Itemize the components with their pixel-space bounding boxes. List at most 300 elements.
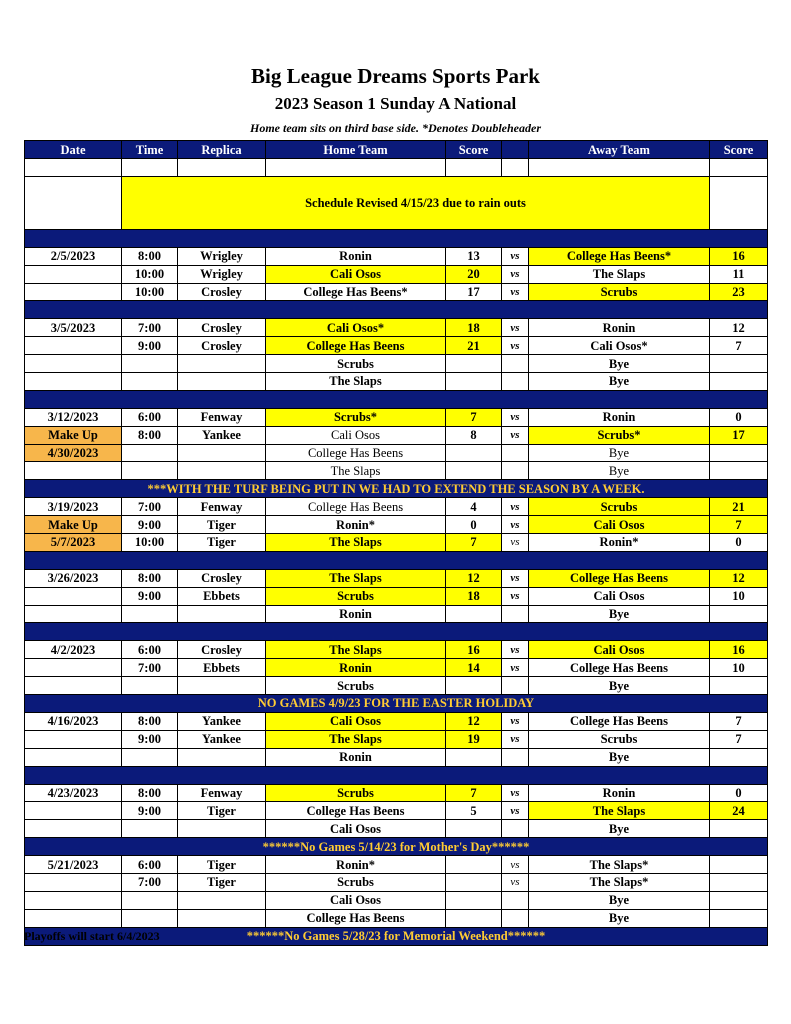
replica-cell [178,462,266,480]
vs-cell [502,748,529,766]
date-cell [25,909,122,927]
away-team-cell: The Slaps [529,802,710,820]
away-team-cell: Bye [529,909,710,927]
table-row [25,659,768,677]
table-row [25,373,768,391]
home-team-cell: Ronin [266,659,446,677]
time-cell [122,677,178,695]
revision-notice: Schedule Revised 4/15/23 due to rain outs [122,176,710,229]
table-row [25,891,768,909]
home-team-cell: Scrubs [266,677,446,695]
time-cell [122,909,178,927]
away-score-cell [710,373,768,391]
away-score-cell: 10 [710,659,768,677]
time-cell: 8:00 [122,426,178,444]
time-cell [122,820,178,838]
away-score-cell: 21 [710,498,768,516]
time-cell [122,891,178,909]
date-cell: 3/19/2023 [25,498,122,516]
time-cell: 8:00 [122,247,178,265]
away-score-cell: 24 [710,802,768,820]
home-score-cell [446,909,502,927]
page-note: Home team sits on third base side. *Denotes Doubleheader [250,121,541,135]
table-row [25,873,768,891]
vs-cell [502,373,529,391]
col-header-away-score: Score [710,141,768,159]
away-score-cell: 12 [710,569,768,587]
empty-cell [266,159,446,177]
vs-cell [502,820,529,838]
vs-cell [502,605,529,623]
notice-banner-row [25,480,768,498]
table-row [25,283,768,301]
home-team-cell: Ronin [266,247,446,265]
replica-cell: Tiger [178,856,266,874]
away-team-cell: Bye [529,891,710,909]
table-row [25,247,768,265]
table-row [25,462,768,480]
date-cell [25,730,122,748]
replica-cell: Tiger [178,802,266,820]
date-cell [25,820,122,838]
home-score-cell: 14 [446,659,502,677]
away-score-cell: 0 [710,408,768,426]
schedule-body [25,159,768,946]
replica-cell: Crosley [178,641,266,659]
date-cell [25,677,122,695]
table-row [25,605,768,623]
away-score-cell: 7 [710,516,768,534]
date-cell [25,873,122,891]
away-score-cell: 16 [710,641,768,659]
date-cell: 3/12/2023 [25,408,122,426]
replica-cell: Crosley [178,569,266,587]
replica-cell: Crosley [178,319,266,337]
notice-banner: ******No Games 5/14/23 for Mother's Day****** [25,838,768,856]
table-row [25,748,768,766]
away-team-cell: College Has Beens [529,569,710,587]
date-cell: Make Up [25,426,122,444]
home-score-cell: 8 [446,426,502,444]
separator-cell [25,229,768,247]
time-cell: 9:00 [122,337,178,355]
table-row [25,337,768,355]
home-team-cell: College Has Beens [266,802,446,820]
date-cell: 5/7/2023 [25,534,122,552]
away-score-cell: 0 [710,784,768,802]
home-score-cell [446,820,502,838]
home-team-cell: College Has Beens [266,444,446,462]
vs-cell: vs [502,265,529,283]
home-team-cell: Scrubs [266,587,446,605]
date-cell: 3/26/2023 [25,569,122,587]
away-team-cell: Bye [529,444,710,462]
home-score-cell [446,444,502,462]
home-score-cell: 12 [446,712,502,730]
away-score-cell [710,355,768,373]
date-cell [25,355,122,373]
home-score-cell: 13 [446,247,502,265]
home-score-cell: 7 [446,408,502,426]
empty-cell [122,159,178,177]
home-score-cell [446,355,502,373]
col-header-date: Date [25,141,122,159]
vs-cell [502,444,529,462]
home-team-cell: Ronin [266,748,446,766]
vs-cell: vs [502,337,529,355]
away-score-cell [710,856,768,874]
home-team-cell: Ronin* [266,856,446,874]
home-score-cell [446,748,502,766]
home-score-cell [446,605,502,623]
away-score-cell: 16 [710,247,768,265]
replica-cell [178,748,266,766]
home-team-cell: Cali Osos [266,712,446,730]
vs-cell: vs [502,569,529,587]
away-team-cell: Cali Osos [529,641,710,659]
time-cell: 9:00 [122,802,178,820]
separator-cell [25,766,768,784]
home-score-cell: 7 [446,534,502,552]
away-score-cell: 17 [710,426,768,444]
table-row [25,426,768,444]
vs-cell: vs [502,587,529,605]
table-row [25,265,768,283]
empty-cell [178,159,266,177]
col-header-vs [502,141,529,159]
vs-cell: vs [502,247,529,265]
away-team-cell: Scrubs* [529,426,710,444]
home-score-cell [446,373,502,391]
home-team-cell: Scrubs* [266,408,446,426]
notice-banner-row [25,695,768,713]
away-team-cell: Ronin [529,408,710,426]
separator-band [25,551,768,569]
away-score-cell [710,444,768,462]
time-cell: 6:00 [122,641,178,659]
date-cell: 5/21/2023 [25,856,122,874]
time-cell: 8:00 [122,784,178,802]
home-team-cell: College Has Beens [266,909,446,927]
replica-cell: Yankee [178,426,266,444]
home-team-cell: The Slaps [266,462,446,480]
vs-cell: vs [502,498,529,516]
home-score-cell: 21 [446,337,502,355]
home-score-cell: 5 [446,802,502,820]
away-team-cell: The Slaps* [529,873,710,891]
notice-banner-row [25,838,768,856]
replica-cell: Crosley [178,283,266,301]
home-team-cell: The Slaps [266,730,446,748]
home-team-cell: Scrubs [266,784,446,802]
away-team-cell: College Has Beens [529,712,710,730]
replica-cell: Tiger [178,534,266,552]
vs-cell: vs [502,712,529,730]
away-score-cell [710,909,768,927]
home-team-cell: The Slaps [266,569,446,587]
vs-cell [502,677,529,695]
home-team-cell: Cali Osos* [266,319,446,337]
replica-cell [178,909,266,927]
away-team-cell: Scrubs [529,283,710,301]
replica-cell: Fenway [178,408,266,426]
away-score-cell [710,605,768,623]
table-row [25,534,768,552]
table-row [25,802,768,820]
schedule-table [24,140,768,946]
empty-cell [710,176,768,229]
time-cell [122,355,178,373]
time-cell: 7:00 [122,659,178,677]
replica-cell [178,605,266,623]
replica-cell [178,891,266,909]
home-team-cell: Ronin [266,605,446,623]
vs-cell: vs [502,873,529,891]
table-row [25,319,768,337]
vs-cell [502,909,529,927]
vs-cell [502,462,529,480]
time-cell [122,373,178,391]
vs-cell: vs [502,641,529,659]
away-score-cell: 23 [710,283,768,301]
home-team-cell: Scrubs [266,873,446,891]
home-team-cell: The Slaps [266,641,446,659]
vs-cell: vs [502,802,529,820]
date-cell [25,748,122,766]
away-team-cell: Cali Osos [529,587,710,605]
home-score-cell [446,856,502,874]
away-team-cell: Bye [529,748,710,766]
time-cell: 6:00 [122,408,178,426]
table-row [25,730,768,748]
home-team-cell: Scrubs [266,355,446,373]
replica-cell: Tiger [178,516,266,534]
empty-cell [710,159,768,177]
empty-cell [25,176,122,229]
vs-cell: vs [502,319,529,337]
date-cell [25,283,122,301]
vs-cell [502,355,529,373]
away-score-cell [710,677,768,695]
table-row [25,677,768,695]
home-score-cell: 0 [446,516,502,534]
home-score-cell [446,891,502,909]
date-cell [25,462,122,480]
away-score-cell: 7 [710,337,768,355]
home-team-cell: Ronin* [266,516,446,534]
replica-cell: Crosley [178,337,266,355]
replica-cell [178,444,266,462]
away-score-cell: 7 [710,712,768,730]
replica-cell: Yankee [178,712,266,730]
date-cell: 2/5/2023 [25,247,122,265]
table-row [25,569,768,587]
home-score-cell: 18 [446,319,502,337]
time-cell: 9:00 [122,587,178,605]
home-score-cell: 4 [446,498,502,516]
away-team-cell: The Slaps [529,265,710,283]
replica-cell: Wrigley [178,265,266,283]
table-row [25,784,768,802]
date-cell: 4/16/2023 [25,712,122,730]
date-cell [25,659,122,677]
notice-banner: NO GAMES 4/9/23 FOR THE EASTER HOLIDAY [25,695,768,713]
home-team-cell: College Has Beens [266,498,446,516]
away-team-cell: Ronin [529,784,710,802]
home-team-cell: The Slaps [266,534,446,552]
date-cell [25,605,122,623]
table-row [25,587,768,605]
home-team-cell: College Has Beens* [266,283,446,301]
home-score-cell: 16 [446,641,502,659]
time-cell: 7:00 [122,873,178,891]
home-team-cell: Cali Osos [266,426,446,444]
vs-cell: vs [502,426,529,444]
away-team-cell: Ronin* [529,534,710,552]
table-row [25,355,768,373]
separator-band [25,766,768,784]
table-row [25,641,768,659]
replica-cell: Ebbets [178,587,266,605]
page-subtitle: 2023 Season 1 Sunday A National [274,94,517,113]
replica-cell [178,355,266,373]
home-score-cell: 7 [446,784,502,802]
page-title: Big League Dreams Sports Park [251,64,540,88]
time-cell: 8:00 [122,569,178,587]
empty-cell [446,159,502,177]
time-cell: 9:00 [122,516,178,534]
footer-note: Playoffs will start 6/4/2023 [24,929,160,943]
away-score-cell: 11 [710,265,768,283]
table-row [25,909,768,927]
empty-cell [25,159,122,177]
separator-band [25,623,768,641]
home-team-cell: Cali Osos [266,891,446,909]
time-cell [122,444,178,462]
separator-cell [25,623,768,641]
vs-cell: vs [502,516,529,534]
vs-cell: vs [502,856,529,874]
time-cell: 10:00 [122,283,178,301]
vs-cell: vs [502,659,529,677]
col-header-replica: Replica [178,141,266,159]
col-header-time: Time [122,141,178,159]
away-team-cell: The Slaps* [529,856,710,874]
replica-cell: Fenway [178,498,266,516]
home-score-cell: 17 [446,283,502,301]
vs-cell: vs [502,534,529,552]
away-score-cell: 0 [710,534,768,552]
separator-cell [25,301,768,319]
away-score-cell: 10 [710,587,768,605]
away-team-cell: Bye [529,820,710,838]
col-header-away-team: Away Team [529,141,710,159]
date-cell: 3/5/2023 [25,319,122,337]
date-cell [25,587,122,605]
separator-cell [25,390,768,408]
table-row [25,408,768,426]
col-header-home-team: Home Team [266,141,446,159]
replica-cell [178,820,266,838]
vs-cell: vs [502,283,529,301]
away-team-cell: Ronin [529,319,710,337]
date-cell: 4/23/2023 [25,784,122,802]
vs-cell: vs [502,784,529,802]
home-score-cell: 19 [446,730,502,748]
time-cell: 9:00 [122,730,178,748]
notice-banner: ******No Games 5/28/23 for Memorial Weekend****** [25,927,768,945]
date-cell: 4/2/2023 [25,641,122,659]
date-cell: Make Up [25,516,122,534]
table-row [25,444,768,462]
table-header-row [25,141,768,159]
away-team-cell: College Has Beens [529,659,710,677]
separator-band [25,390,768,408]
home-score-cell: 12 [446,569,502,587]
date-cell [25,802,122,820]
time-cell [122,605,178,623]
col-header-home-score: Score [446,141,502,159]
table-row [25,516,768,534]
separator-band [25,229,768,247]
home-team-cell: College Has Beens [266,337,446,355]
home-score-cell [446,873,502,891]
away-team-cell: Bye [529,462,710,480]
vs-cell [502,891,529,909]
home-team-cell: Cali Osos [266,820,446,838]
table-row [25,820,768,838]
away-score-cell: 7 [710,730,768,748]
table-row [25,712,768,730]
time-cell: 10:00 [122,265,178,283]
replica-cell: Fenway [178,784,266,802]
blank-row [25,159,768,177]
away-score-cell [710,748,768,766]
date-cell: 4/30/2023 [25,444,122,462]
away-team-cell: Bye [529,373,710,391]
separator-cell [25,551,768,569]
home-score-cell [446,677,502,695]
away-team-cell: Scrubs [529,498,710,516]
away-score-cell: 12 [710,319,768,337]
notice-banner: ***WITH THE TURF BEING PUT IN WE HAD TO EXTEND THE SEASON BY A WEEK. [25,480,768,498]
time-cell: 7:00 [122,319,178,337]
away-team-cell: Bye [529,355,710,373]
time-cell: 6:00 [122,856,178,874]
replica-cell: Tiger [178,873,266,891]
separator-band [25,301,768,319]
date-cell [25,891,122,909]
date-cell [25,373,122,391]
away-score-cell [710,462,768,480]
time-cell: 8:00 [122,712,178,730]
replica-cell [178,373,266,391]
home-score-cell: 20 [446,265,502,283]
table-row [25,856,768,874]
away-team-cell: Bye [529,677,710,695]
replica-cell [178,677,266,695]
time-cell [122,462,178,480]
date-cell [25,337,122,355]
away-score-cell [710,873,768,891]
away-team-cell: Cali Osos* [529,337,710,355]
home-score-cell [446,462,502,480]
home-team-cell: Cali Osos [266,265,446,283]
away-team-cell: College Has Beens* [529,247,710,265]
away-score-cell [710,891,768,909]
home-score-cell: 18 [446,587,502,605]
vs-cell: vs [502,408,529,426]
